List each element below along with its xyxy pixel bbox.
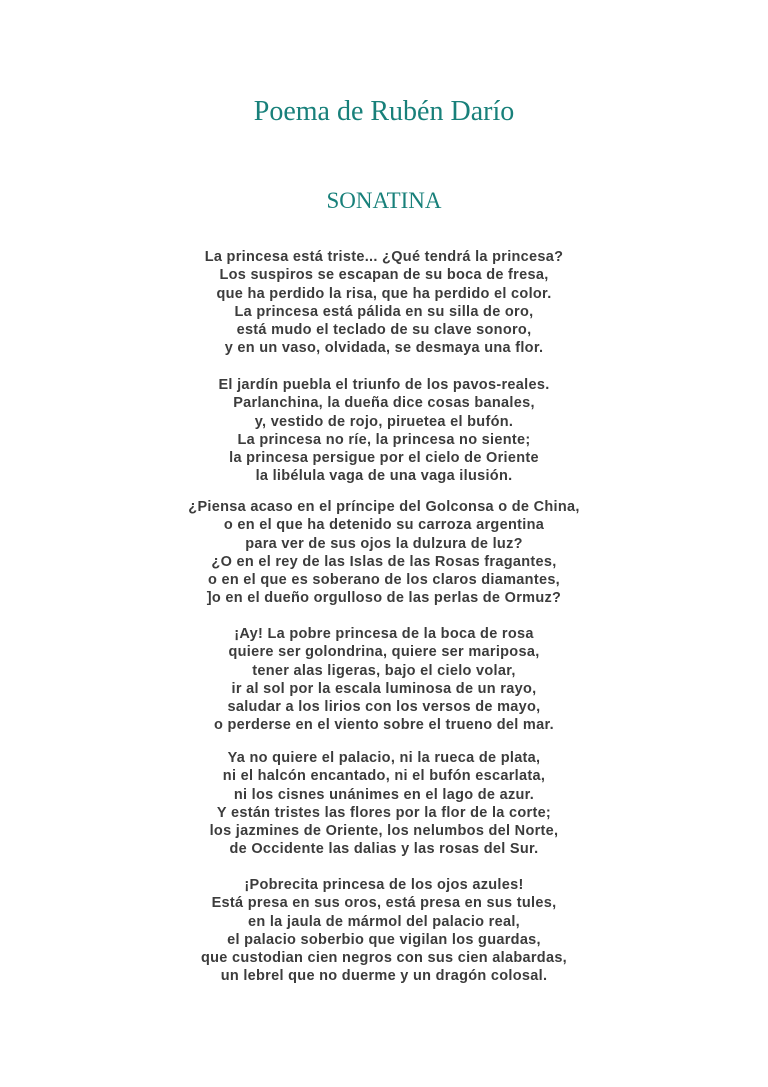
- verse-line: La princesa está pálida en su silla de oro,: [234, 303, 534, 320]
- verse-line: Y están tristes las flores por la flor de la corte;: [216, 804, 552, 821]
- verse-line: o en el que es soberano de los claros diamantes,: [207, 572, 561, 589]
- verse-line: ]o en el dueño orgulloso de las perlas de Ormuz?: [206, 590, 562, 607]
- verse-line: Ya no quiere el palacio, ni la rueca de plata,: [227, 750, 541, 766]
- stanza: [0, 498, 768, 608]
- verse-line: ¿O en el rey de las Islas de las Rosas fragantes,: [211, 553, 557, 570]
- verse-line: La princesa no ríe, la princesa no siente;: [237, 431, 531, 448]
- verse-line: de Occidente las dalias y las rosas del Sur.: [229, 841, 539, 858]
- verse-line: ¡Ay! La pobre princesa de la boca de rosa: [234, 626, 534, 642]
- verse-line: que ha perdido la risa, que ha perdido el color.: [216, 285, 552, 302]
- verse-line: ir al sol por la escala luminosa de un rayo,: [231, 680, 537, 697]
- verse-line: ni el halcón encantado, ni el bufón escarlata,: [222, 768, 546, 785]
- verse-line: saludar a los lirios con los versos de mayo,: [227, 699, 541, 716]
- verse-line: o en el que ha detenido su carroza argentina: [223, 517, 545, 534]
- verse-line: La princesa está triste... ¿Qué tendrá la princesa?: [204, 249, 564, 265]
- verse-line: y en un vaso, olvidada, se desmaya una flor.: [224, 340, 544, 357]
- verse-line: tener alas ligeras, bajo el cielo volar,: [252, 662, 516, 679]
- stanza: [0, 248, 768, 358]
- verse-line: para ver de sus ojos la dulzura de luz?: [245, 535, 523, 552]
- verse-line: un lebrel que no duerme y un dragón colosal.: [220, 968, 548, 985]
- verse-line: Parlanchina, la dueña dice cosas banales,: [233, 395, 535, 412]
- verse-line: ni los cisnes unánimes en el lago de azur.: [233, 786, 535, 803]
- poem-title: SONATINA: [326, 188, 442, 213]
- stanza: [0, 876, 768, 986]
- stanza: [0, 749, 768, 859]
- stanza: [0, 625, 768, 735]
- document-title: Poema de Rubén Darío: [253, 96, 515, 127]
- verse-line: la princesa persigue por el cielo de Oriente: [229, 450, 539, 467]
- verse-line: y, vestido de rojo, piruetea el bufón.: [254, 413, 514, 430]
- verse-line: El jardín puebla el triunfo de los pavos-reales.: [218, 377, 550, 393]
- stanza: [0, 376, 768, 486]
- verse-line: o perderse en el viento sobre el trueno del mar.: [214, 717, 554, 734]
- verse-line: Está presa en sus oros, está presa en sus tules,: [211, 895, 557, 912]
- verse-line: en la jaula de mármol del palacio real,: [248, 913, 520, 930]
- verse-line: ¡Pobrecita princesa de los ojos azules!: [244, 877, 524, 893]
- verse-line: quiere ser golondrina, quiere ser mariposa,: [228, 644, 540, 661]
- verse-line: los jazmines de Oriente, los nelumbos del Norte,: [209, 823, 559, 840]
- verse-line: Los suspiros se escapan de su boca de fresa,: [219, 267, 549, 284]
- verse-line: el palacio soberbio que vigilan los guardas,: [227, 931, 541, 948]
- verse-line: la libélula vaga de una vaga ilusión.: [255, 468, 513, 485]
- verse-line: que custodian cien negros con sus cien alabardas,: [200, 950, 568, 967]
- verse-line: está mudo el teclado de su clave sonoro,: [236, 322, 532, 339]
- verse-line: ¿Piensa acaso en el príncipe del Golconsa o de China,: [188, 499, 580, 515]
